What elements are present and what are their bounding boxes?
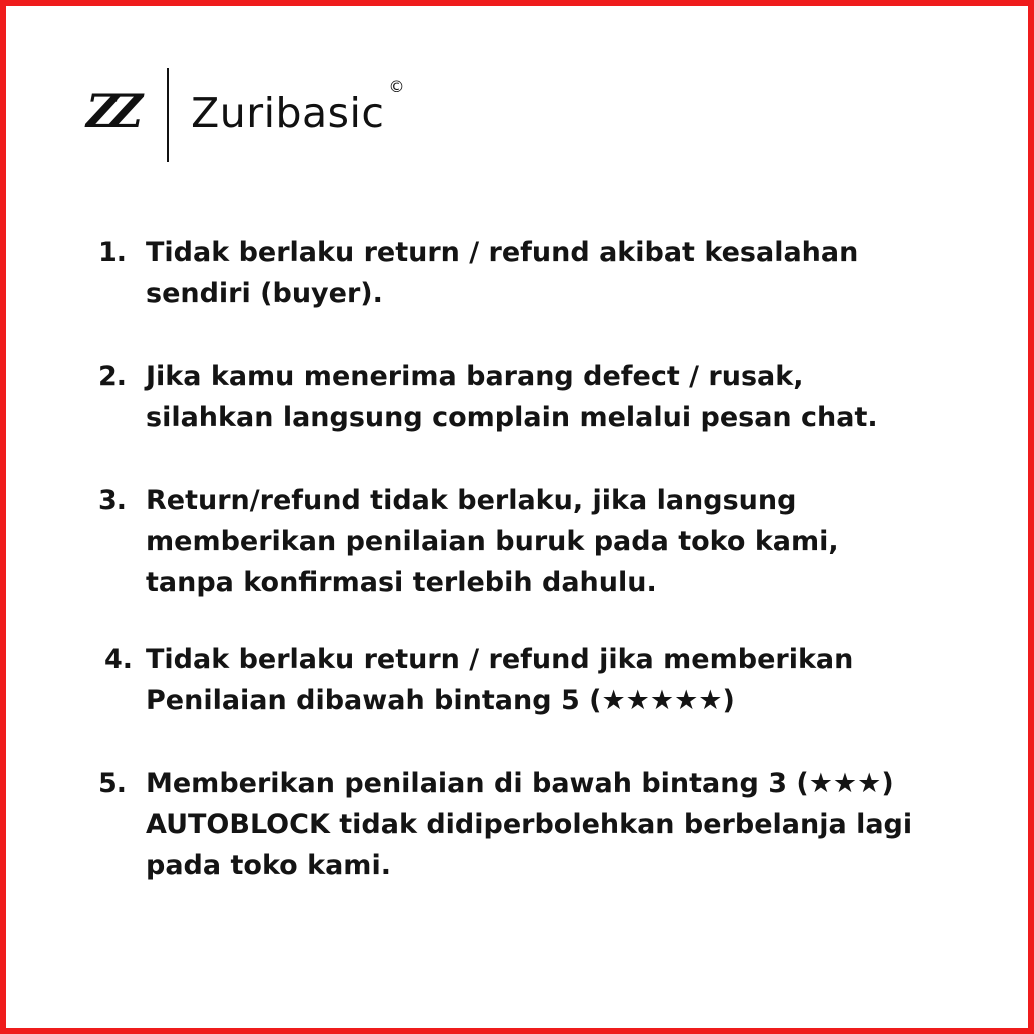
- term-line: sendiri (buyer).: [146, 278, 383, 309]
- brand-name-wrap: [191, 76, 405, 137]
- term-line: memberikan penilaian buruk pada toko kami,: [146, 526, 839, 557]
- term-item-4: [98, 639, 998, 721]
- term-line: Jika kamu menerima barang defect / rusak,: [146, 361, 804, 392]
- brand-logo-mark: ZZ: [86, 84, 134, 138]
- term-line: Penilaian dibawah bintang 5 (★★★★★): [146, 685, 735, 716]
- term-number: 5.: [98, 768, 128, 799]
- term-number: 3.: [98, 485, 128, 516]
- term-line: Tidak berlaku return / refund jika memberikan: [146, 644, 854, 675]
- header-divider: [167, 68, 169, 162]
- copyright-mark: ©: [388, 76, 405, 96]
- terms-list: [98, 232, 998, 928]
- brand-header: [86, 68, 405, 162]
- brand-name: Zuribasic: [191, 88, 385, 137]
- term-line: AUTOBLOCK tidak didiperbolehkan berbelanja lagi: [146, 809, 913, 840]
- term-line: Tidak berlaku return / refund akibat kesalahan: [146, 237, 859, 268]
- term-item-1: [98, 232, 998, 314]
- term-number: 1.: [98, 237, 128, 268]
- term-line: Return/refund tidak berlaku, jika langsung: [146, 485, 797, 516]
- term-line: tanpa konfirmasi terlebih dahulu.: [146, 567, 657, 598]
- term-item-5: [98, 763, 998, 886]
- term-line: pada toko kami.: [146, 850, 391, 881]
- term-number: 4.: [104, 644, 134, 675]
- term-item-3: [98, 480, 998, 603]
- term-item-2: [98, 356, 998, 438]
- term-number: 2.: [98, 361, 128, 392]
- term-line: Memberikan penilaian di bawah bintang 3 (★★★): [146, 768, 894, 799]
- term-line: silahkan langsung complain melalui pesan chat.: [146, 402, 878, 433]
